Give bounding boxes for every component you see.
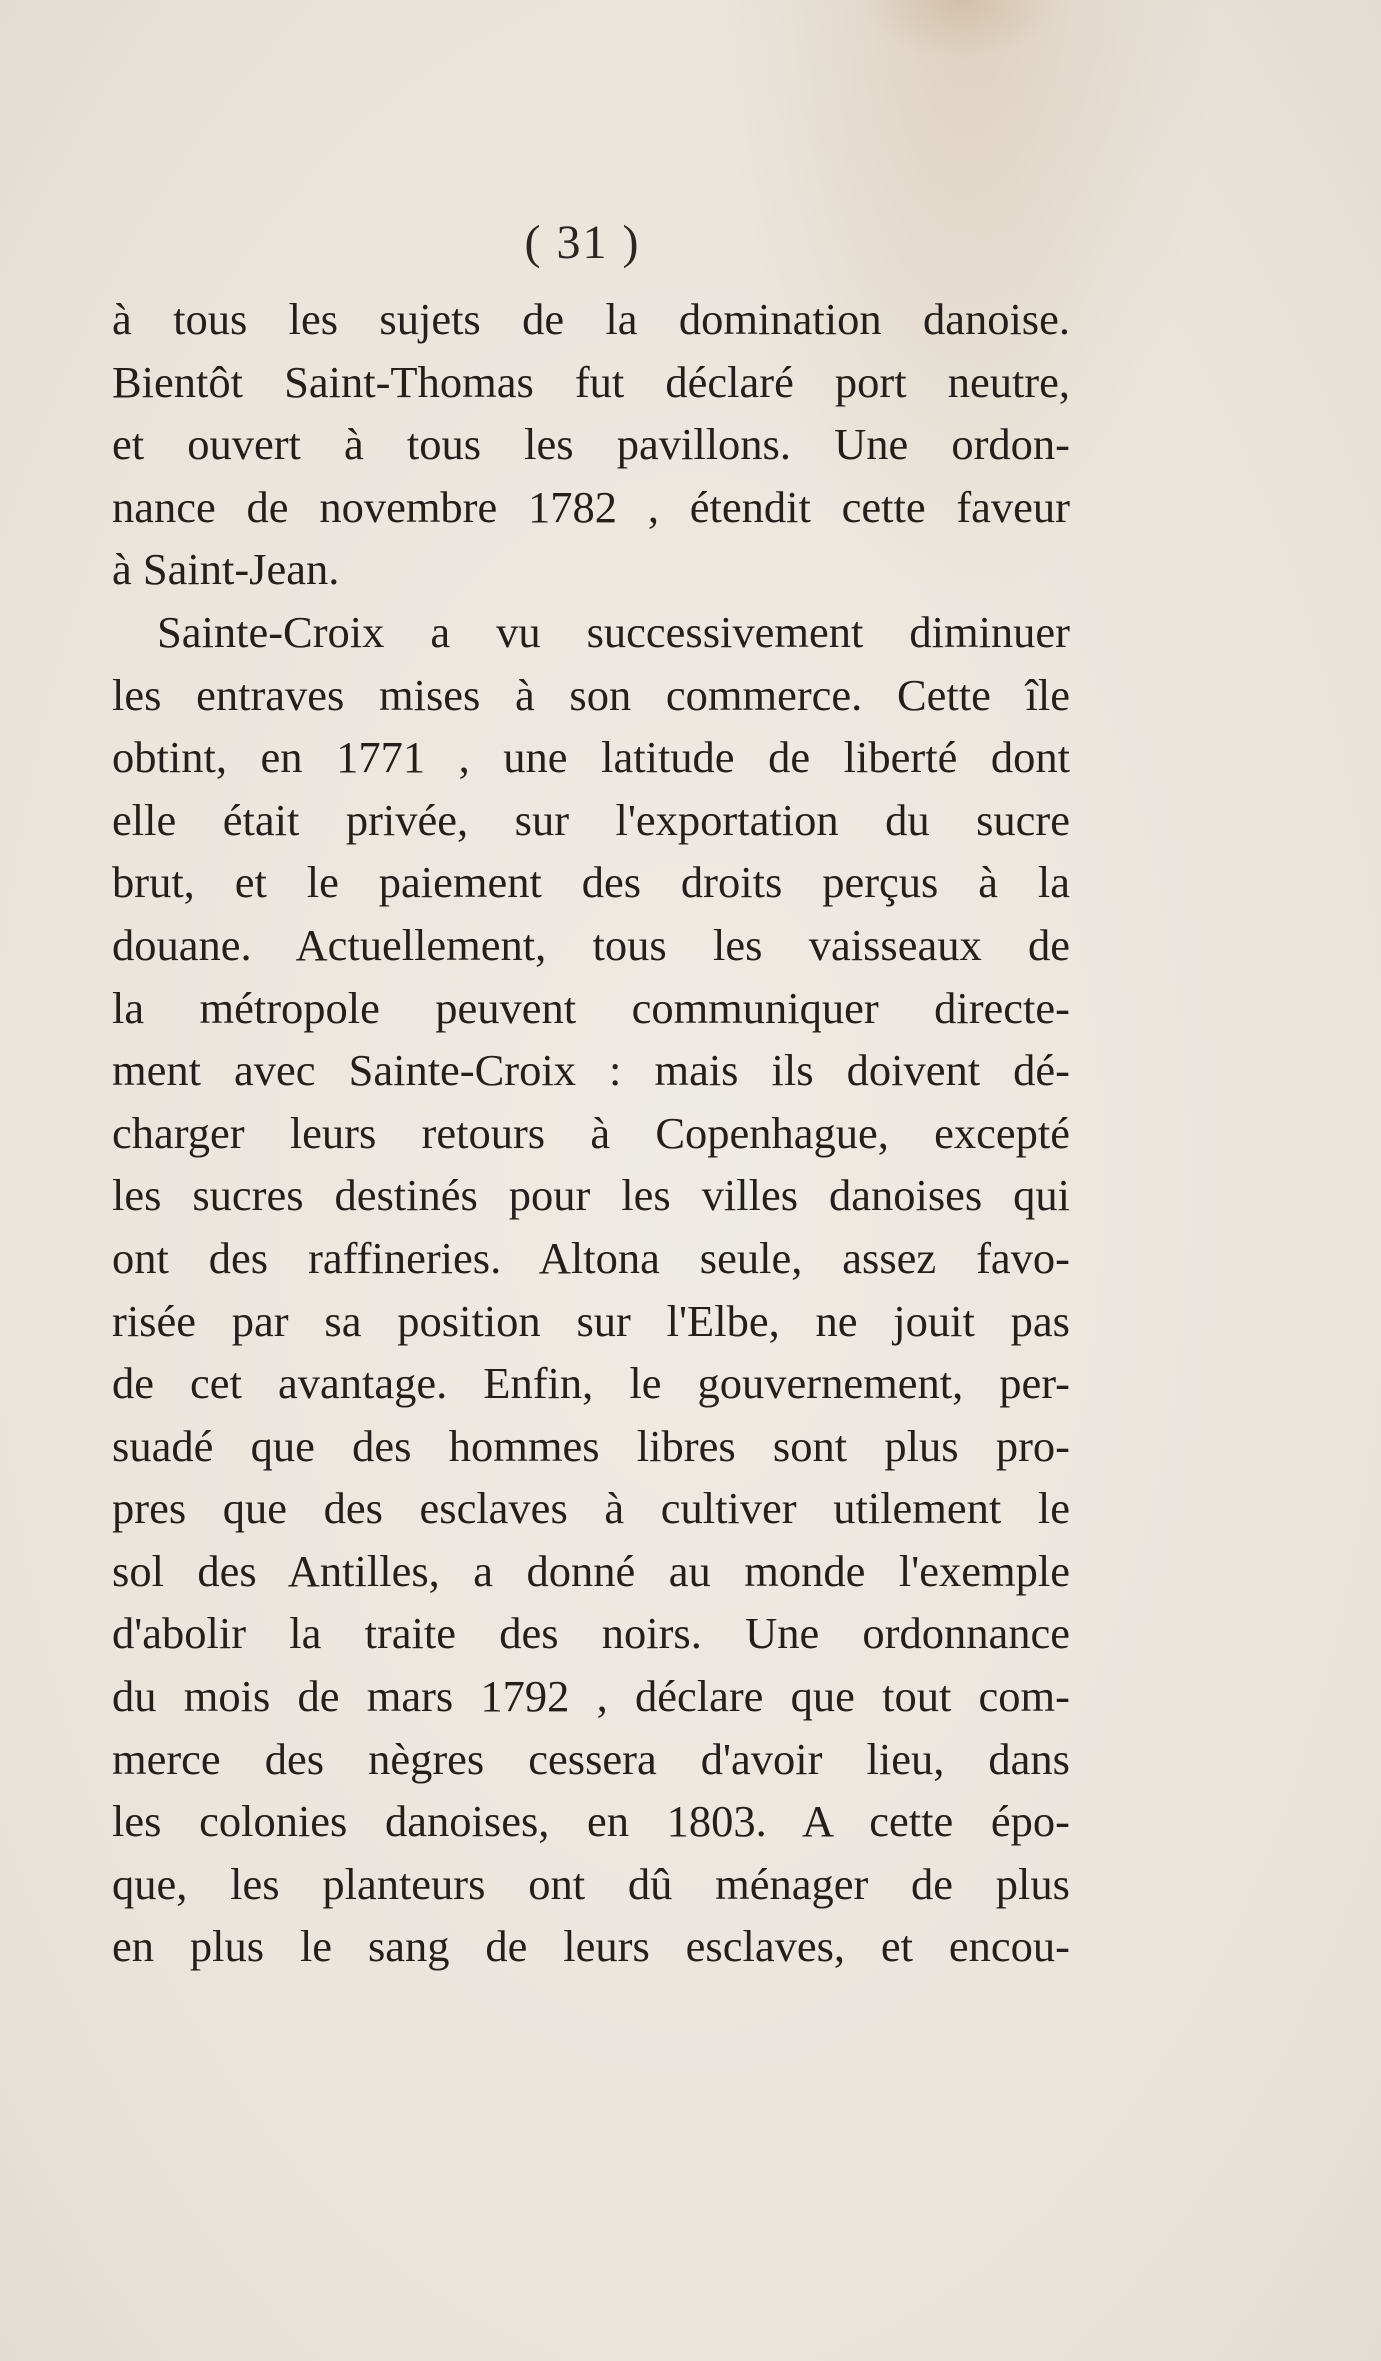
text-line: douane. Actuellement, tous les vaisseaux de <box>112 919 1070 970</box>
text-line: ont des raffineries. Altona seule, assez favo- <box>112 1232 1070 1283</box>
text-line: à Saint-Jean. <box>112 544 340 595</box>
text-line: Sainte-Croix a vu successivement diminuer <box>157 606 1070 657</box>
text-line: suadé que des hommes libres sont plus pro- <box>112 1420 1070 1471</box>
text-line: en plus le sang de leurs esclaves, et encou- <box>112 1921 1070 1972</box>
text-line: d'abolir la traite des noirs. Une ordonnance <box>112 1608 1070 1659</box>
text-line: obtint, en 1771 , une latitude de liberté dont <box>112 732 1070 783</box>
text-line: charger leurs retours à Copenhague, excepté <box>112 1107 1070 1158</box>
text-line: de cet avantage. Enfin, le gouvernement, per- <box>112 1358 1070 1409</box>
paper-stain <box>860 0 1060 60</box>
text-line: les entraves mises à son commerce. Cette île <box>112 669 1070 720</box>
text-line: ment avec Sainte-Croix : mais ils doivent dé- <box>112 1045 1070 1096</box>
text-line: sol des Antilles, a donné au monde l'exemple <box>112 1545 1070 1596</box>
text-line: pres que des esclaves à cultiver utilement le <box>112 1483 1070 1534</box>
text-line: les colonies danoises, en 1803. A cette épo- <box>112 1796 1070 1847</box>
body-text <box>112 288 1070 1978</box>
text-line: risée par sa position sur l'Elbe, ne jouit pas <box>112 1295 1070 1346</box>
text-line: Bientôt Saint-Thomas fut déclaré port neutre, <box>112 356 1070 407</box>
text-line: nance de novembre 1782 , étendit cette faveur <box>112 481 1070 532</box>
text-line: que, les planteurs ont dû ménager de plus <box>112 1858 1070 1909</box>
text-line: les sucres destinés pour les villes danoises qui <box>112 1170 1070 1221</box>
text-line: merce des nègres cessera d'avoir lieu, dans <box>112 1733 1070 1784</box>
page-number: ( 31 ) <box>524 216 641 269</box>
text-line: la métropole peuvent communiquer directe- <box>112 982 1070 1033</box>
text-line: brut, et le paiement des droits perçus à la <box>112 857 1070 908</box>
text-line: du mois de mars 1792 , déclare que tout com- <box>112 1671 1070 1722</box>
text-line: et ouvert à tous les pavillons. Une ordon- <box>112 419 1070 470</box>
text-line: à tous les sujets de la domination danoise. <box>112 294 1070 344</box>
text-line: elle était privée, sur l'exportation du sucre <box>112 794 1070 845</box>
